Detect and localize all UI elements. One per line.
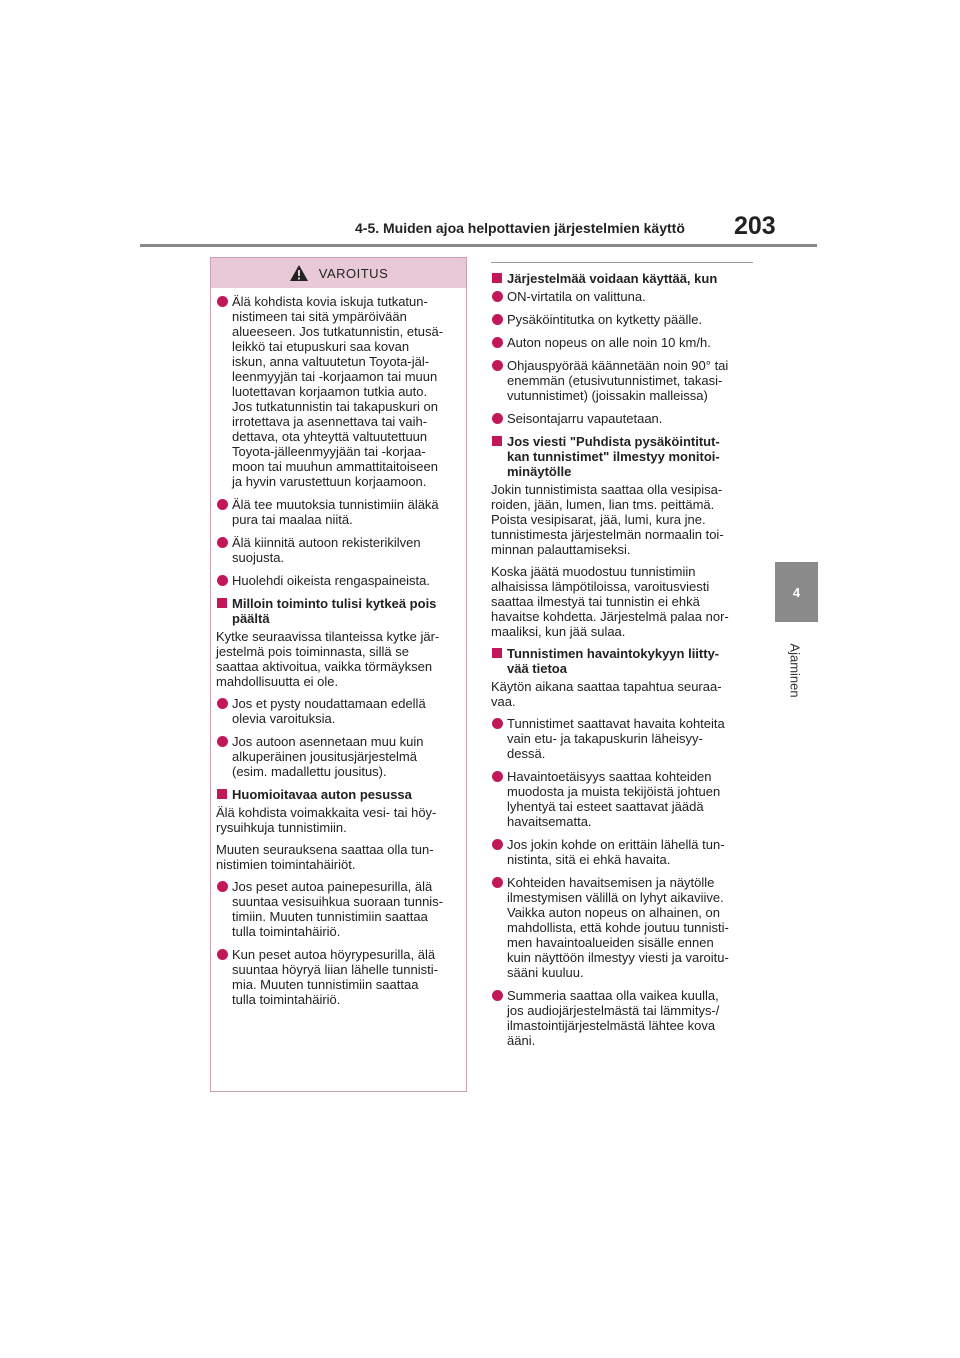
warning-triangle-icon xyxy=(289,264,309,282)
header-rule xyxy=(140,244,817,247)
list-item: Auton nopeus on alle noin 10 km/h. xyxy=(491,335,753,350)
list-item: Havaintoetäisyys saattaa kohteiden muodosta ja muista tekijöistä johtuen lyhentyä tai esteet saattavat jäädä havaitsematta. xyxy=(491,769,753,829)
warning-body xyxy=(211,288,466,1007)
paragraph: Älä kohdista voimakkaita vesi- tai höy- rysuihkuja tunnistimiin. xyxy=(216,805,437,835)
column-rule xyxy=(491,262,753,263)
subheading: Järjestelmää voidaan käyttää, kun xyxy=(491,271,753,286)
list-item: Jos peset autoa painepesurilla, älä suuntaa vesisuihkua suoraan tunnis- timiin. Muuten tunnistimiin saattaa tulla toimintahäiriö. xyxy=(216,879,462,939)
list-item: Älä kiinnitä autoon rekisterikilven suojusta. xyxy=(216,535,462,565)
list-item: Seisontajarru vapautetaan. xyxy=(491,411,753,426)
list-item: Ohjauspyörää käännetään noin 90° tai enemmän (etusivutunnistimet, takasi- vutunnistimet) (joissakin malleissa) xyxy=(491,358,753,403)
list-item: Älä kohdista kovia iskuja tutkatun- nistimeen tai sitä ympäröivään alueeseen. Jos tutkatunnistin, etusä- leikkö tai etupuskuri saa kovan iskun, anna valtuutetun Toyota-jäl- leenmyyjän tai -korjaamon tai muun luotettavan korjaamon tutkia auto. Jos tutkatunnistin tai takapuskuri on irrotettava ja asennettava tai vaih- dettava, ota yhteyttä valtuutettuun Toyota-jälleenmyyjään tai -korjaa- moon tai muuhun ammattitaitoiseen ja hyvin varustettuun korjaamoon. xyxy=(216,294,462,489)
warning-header xyxy=(211,258,466,288)
list-item: Jos et pysty noudattamaan edellä olevia varoituksia. xyxy=(216,696,462,726)
list-item: Huolehdi oikeista rengaspaineista. xyxy=(216,573,462,588)
chapter-label-text: Ajaminen xyxy=(787,642,803,698)
subheading: Tunnistimen havaintokykyyn liitty- vää tietoa xyxy=(491,646,753,676)
paragraph: Jokin tunnistimista saattaa olla vesipisa- roiden, jään, lumen, lian tms. peittämä. Poista vesipisarat, jää, lumi, kura jne. tunnistimesta järjestelmän normaalin toi- minnan palauttamiseksi. xyxy=(491,482,724,557)
paragraph: Koska jäätä muodostuu tunnistimiin alhaisissa lämpötiloissa, varoitusviesti saattaa ilmestyä tai tunnistin ei ehkä havaitse kohdetta. Järjestelmä palaa nor- maaliksi, kun jää sulaa. xyxy=(491,564,729,639)
right-column xyxy=(491,262,753,1056)
page-number: 203 xyxy=(734,212,776,240)
subheading: Jos viesti "Puhdista pysäköintitut- kan tunnistimet" ilmestyy monitoi- minäytölle xyxy=(491,434,753,479)
paragraph: Muuten seurauksena saattaa olla tun- nistimien toimintahäiriöt. xyxy=(216,842,434,872)
list-item: Älä tee muutoksia tunnistimiin äläkä pura tai maalaa niitä. xyxy=(216,497,462,527)
chapter-label xyxy=(770,630,820,710)
warning-title: VAROITUS xyxy=(318,265,389,281)
subheading: Huomioitavaa auton pesussa xyxy=(216,787,462,802)
paragraph: Kytke seuraavissa tilanteissa kytke jär- jestelmä pois toiminnasta, sillä se saattaa aktivoitua, vaikka törmäyksen mahdollisuutta ei ole. xyxy=(216,629,440,689)
list-item: Jos autoon asennetaan muu kuin alkuperäinen jousitusjärjestelmä (esim. madallettu jousitus). xyxy=(216,734,462,779)
list-item: ON-virtatila on valittuna. xyxy=(491,289,753,304)
chapter-tab: 4 xyxy=(775,562,818,622)
list-item: Pysäköintitutka on kytketty päälle. xyxy=(491,312,753,327)
paragraph: Käytön aikana saattaa tapahtua seuraa- vaa. xyxy=(491,679,722,709)
subheading: Milloin toiminto tulisi kytkeä pois päältä xyxy=(216,596,462,626)
list-item: Jos jokin kohde on erittäin lähellä tun- nistinta, sitä ei ehkä havaita. xyxy=(491,837,753,867)
section-title: 4-5. Muiden ajoa helpottavien järjestelmien käyttö xyxy=(355,220,685,236)
list-item: Kohteiden havaitsemisen ja näytölle ilmestymisen välillä on lyhyt aikaviive. Vaikka auton nopeus on alhainen, on mahdollista, että kohde joutuu tunnisti- men havaintoalueiden sisälle ennen kuin näyttöön ilmestyy viesti ja varoitu- sääni kuuluu. xyxy=(491,875,753,980)
list-item: Tunnistimet saattavat havaita kohteita vain etu- ja takapuskurin läheisyy- dessä. xyxy=(491,716,753,761)
list-item: Summeria saattaa olla vaikea kuulla, jos audiojärjestelmästä tai lämmitys-/ ilmastointijärjestelmästä lähtee kova ääni. xyxy=(491,988,753,1048)
warning-box xyxy=(210,257,467,1092)
list-item: Kun peset autoa höyrypesurilla, älä suuntaa höyryä liian lähelle tunnisti- mia. Muuten tunnistimiin saattaa tulla toimintahäiriö. xyxy=(216,947,462,1007)
